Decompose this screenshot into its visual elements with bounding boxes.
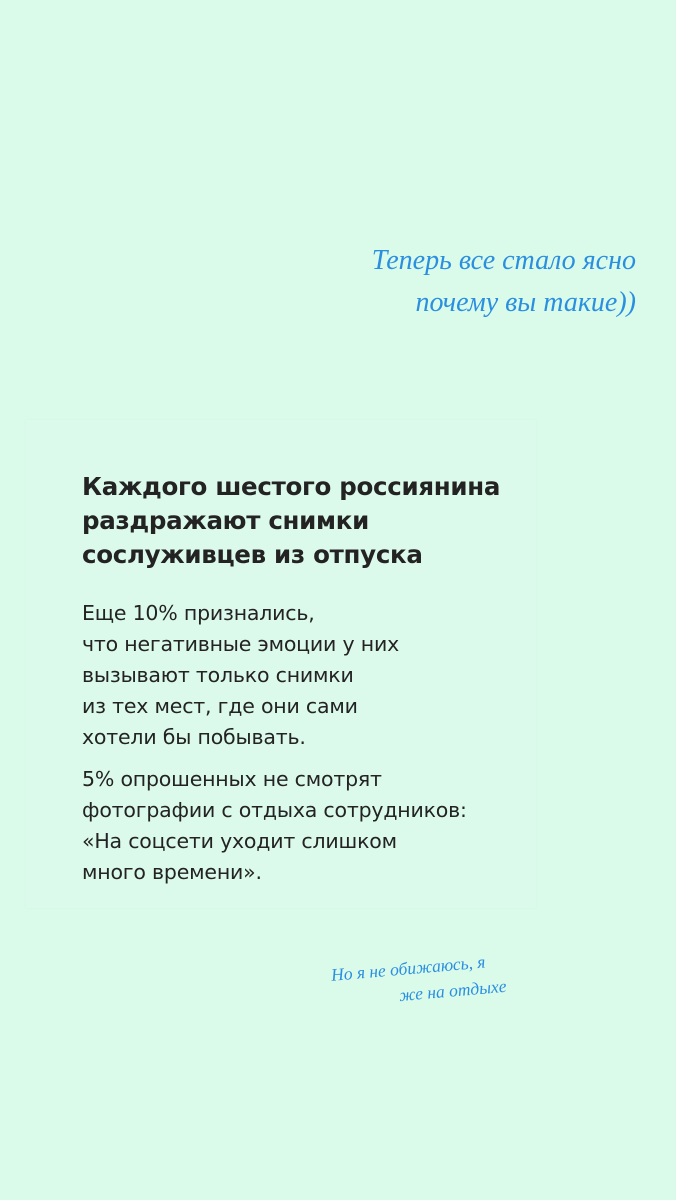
paragraph-line: «На соцсети уходит слишком <box>82 829 397 853</box>
bottom-handwritten-caption <box>330 942 564 1014</box>
headline-line: Каждого шестого россиянина <box>82 472 501 501</box>
paragraph-line: хотели бы побывать. <box>82 725 306 749</box>
article-paragraph-2 <box>82 764 532 888</box>
article-paragraph-1 <box>82 598 532 753</box>
top-handwritten-caption <box>276 240 636 324</box>
caption-line: Но я не обижаюсь, я <box>330 951 487 985</box>
headline-line: раздражают снимки <box>82 506 369 535</box>
paragraph-line: из тех мест, где они сами <box>82 694 358 718</box>
caption-line: почему вы такие)) <box>415 287 636 318</box>
caption-line: Теперь все стало ясно <box>371 245 636 276</box>
headline-line: сослуживцев из отпуска <box>82 540 423 569</box>
paragraph-line: фотографии с отдыха сотрудников: <box>82 798 467 822</box>
paragraph-line: вызывают только снимки <box>82 663 354 687</box>
article-headline <box>82 470 522 572</box>
caption-line: же на отдыхе <box>398 975 508 1006</box>
paragraph-line: 5% опрошенных не смотрят <box>82 767 382 791</box>
paragraph-line: что негативные эмоции у них <box>82 632 400 656</box>
paragraph-line: много времени». <box>82 860 262 884</box>
article-card <box>26 420 536 908</box>
paragraph-line: Еще 10% признались, <box>82 601 315 625</box>
